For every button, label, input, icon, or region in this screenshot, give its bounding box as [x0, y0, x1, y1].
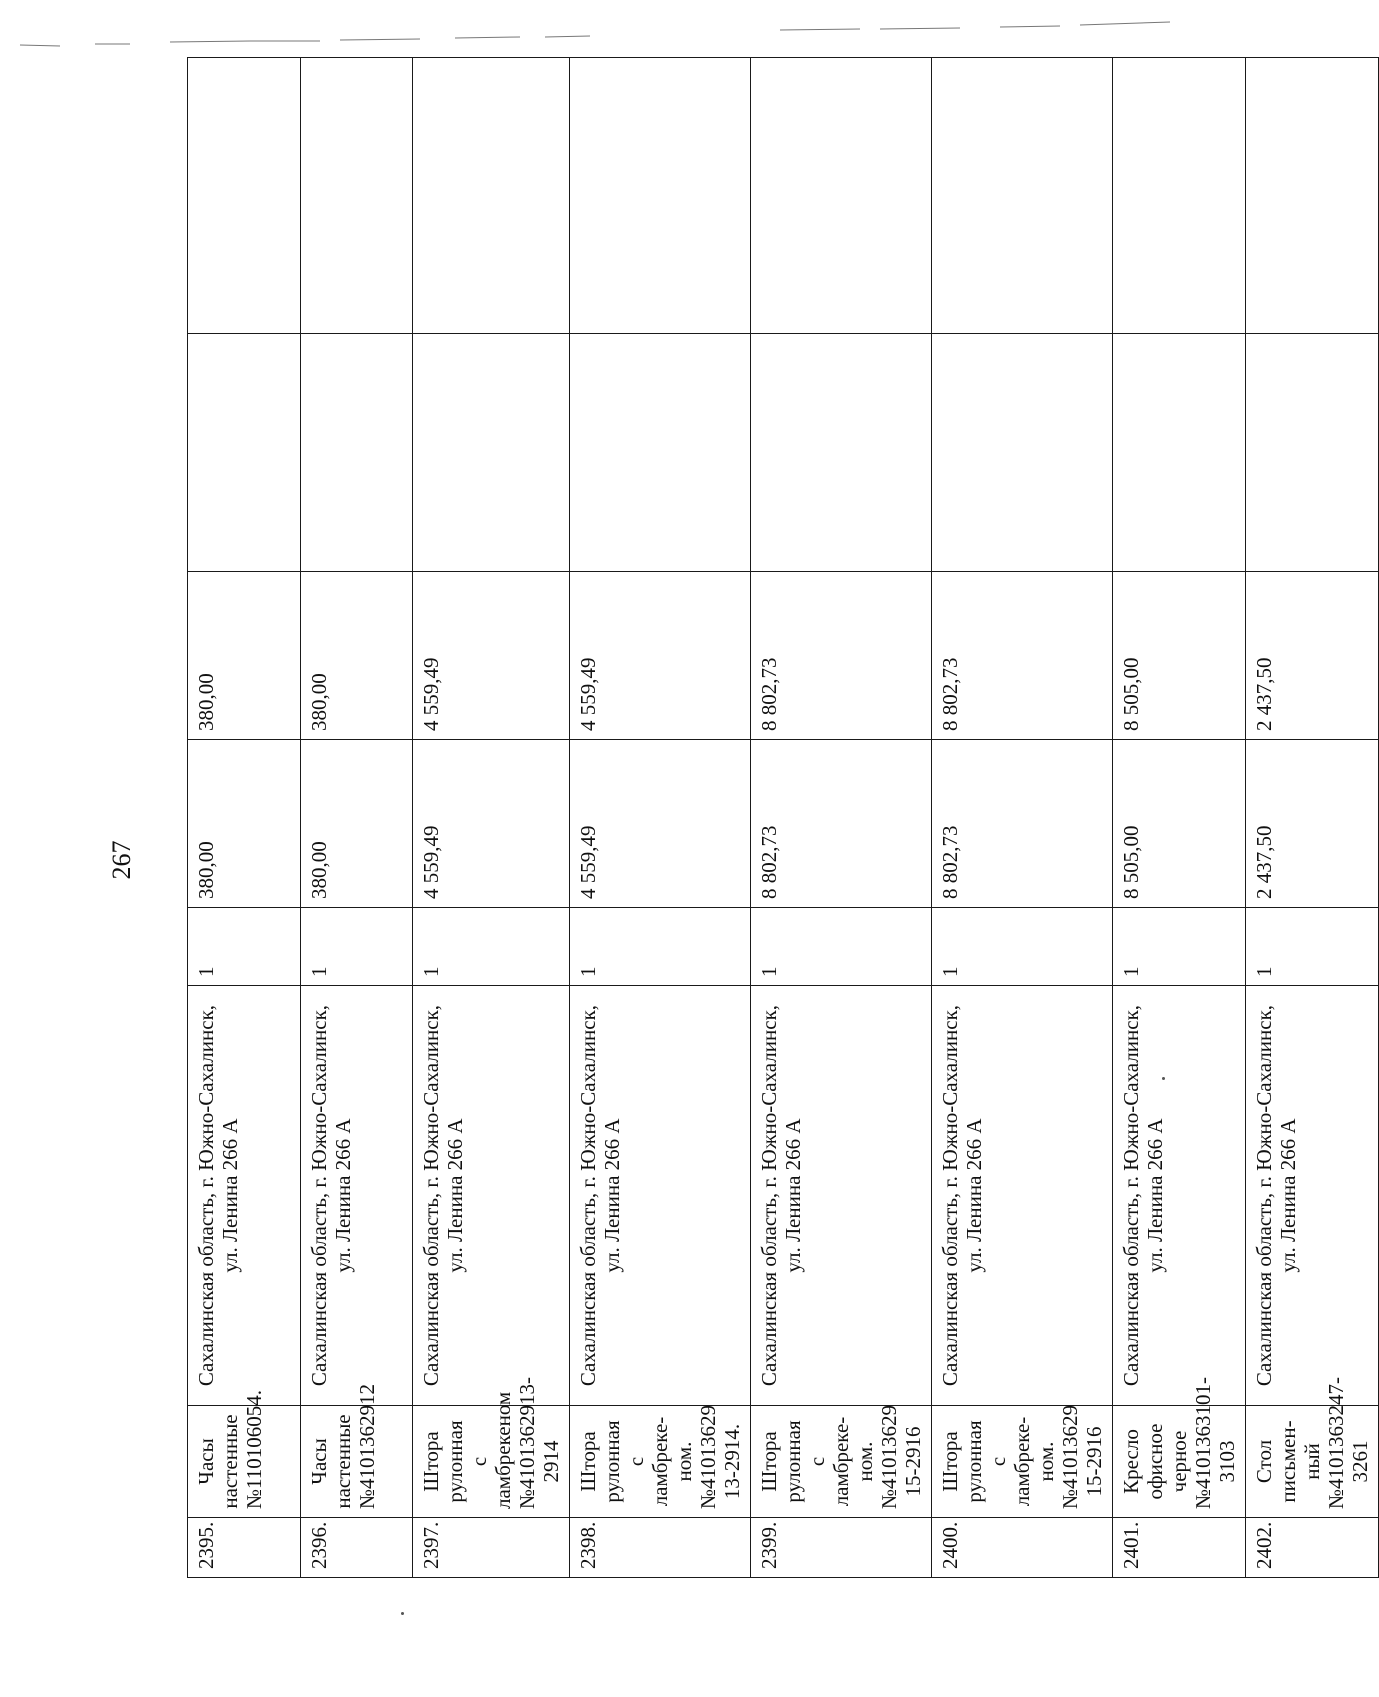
empty-cell [932, 58, 1113, 334]
book-value-cell: 4 559,49 [570, 740, 751, 908]
book-value-cell: 380,00 [300, 740, 413, 908]
table-row [188, 58, 301, 1578]
address-cell: Сахалинская область, г. Южно-Сахалинск, ул. Ленина 266 А [932, 986, 1113, 1406]
residual-value-cell: 8 505,00 [1113, 572, 1246, 740]
book-value-cell: 4 559,49 [413, 740, 570, 908]
residual-value-cell: 380,00 [300, 572, 413, 740]
row-number-cell: 2399. [751, 1518, 932, 1578]
residual-value-cell: 8 802,73 [751, 572, 932, 740]
address-cell: Сахалинская область, г. Южно-Сахалинск, ул. Ленина 266 А [1113, 986, 1246, 1406]
row-number-cell: 2398. [570, 1518, 751, 1578]
empty-cell [1113, 334, 1246, 572]
quantity-cell: 1 [188, 908, 301, 986]
scan-speck [401, 1612, 404, 1615]
table-row [751, 58, 932, 1578]
quantity-cell: 1 [1113, 908, 1246, 986]
row-number-cell: 2395. [188, 1518, 301, 1578]
empty-cell [570, 334, 751, 572]
empty-cell [1246, 58, 1379, 334]
residual-value-cell: 8 802,73 [932, 572, 1113, 740]
row-number-cell: 2401. [1113, 1518, 1246, 1578]
empty-cell [751, 334, 932, 572]
item-name-cell: Штора рулонная с ламбреке-ном.№41013629 15-2916 [932, 1406, 1113, 1518]
item-name-cell: Стол письмен-ный №4101363247-3261 [1246, 1406, 1379, 1518]
table-row [413, 58, 570, 1578]
table-row [1246, 58, 1379, 1578]
empty-cell [300, 58, 413, 334]
empty-cell [751, 58, 932, 334]
quantity-cell: 1 [932, 908, 1113, 986]
inventory-table-frame [187, 58, 1372, 1578]
item-name-cell: Штора рулонная с ламбреке-ном.№41013629 13-2914. [570, 1406, 751, 1518]
address-cell: Сахалинская область, г. Южно-Сахалинск, ул. Ленина 266 А [188, 986, 301, 1406]
book-value-cell: 2 437,50 [1246, 740, 1379, 908]
residual-value-cell: 4 559,49 [413, 572, 570, 740]
table-row [570, 58, 751, 1578]
page-number: 267 [107, 840, 136, 880]
item-name-cell: Часы настенные №110106054. [188, 1406, 301, 1518]
quantity-cell: 1 [300, 908, 413, 986]
empty-cell [188, 58, 301, 334]
book-value-cell: 380,00 [188, 740, 301, 908]
residual-value-cell: 4 559,49 [570, 572, 751, 740]
address-cell: Сахалинская область, г. Южно-Сахалинск, ул. Ленина 266 А [570, 986, 751, 1406]
item-name-cell: Кресло офисное черное №4101363101-3103 [1113, 1406, 1246, 1518]
empty-cell [1113, 58, 1246, 334]
item-name-cell: Штора рулонная с ламбреке-ном.№41013629 15-2916 [751, 1406, 932, 1518]
quantity-cell: 1 [413, 908, 570, 986]
scan-artifacts [0, 0, 1200, 60]
scan-speck [1162, 1077, 1165, 1080]
empty-cell [300, 334, 413, 572]
empty-cell [570, 58, 751, 334]
item-name-cell: Штора рулонная с ламбрекеном №4101362913-2914 [413, 1406, 570, 1518]
row-number-cell: 2397. [413, 1518, 570, 1578]
table-row [300, 58, 413, 1578]
book-value-cell: 8 505,00 [1113, 740, 1246, 908]
residual-value-cell: 2 437,50 [1246, 572, 1379, 740]
empty-cell [1246, 334, 1379, 572]
inventory-table [187, 57, 1379, 1578]
table-row [1113, 58, 1246, 1578]
quantity-cell: 1 [570, 908, 751, 986]
table-row [932, 58, 1113, 1578]
empty-cell [413, 334, 570, 572]
address-cell: Сахалинская область, г. Южно-Сахалинск, ул. Ленина 266 А [300, 986, 413, 1406]
residual-value-cell: 380,00 [188, 572, 301, 740]
item-name-cell: Часы настенные №4101362912 [300, 1406, 413, 1518]
table-body [188, 58, 1379, 1578]
address-cell: Сахалинская область, г. Южно-Сахалинск, ул. Ленина 266 А [751, 986, 932, 1406]
address-cell: Сахалинская область, г. Южно-Сахалинск, ул. Ленина 266 А [1246, 986, 1379, 1406]
book-value-cell: 8 802,73 [751, 740, 932, 908]
book-value-cell: 8 802,73 [932, 740, 1113, 908]
empty-cell [932, 334, 1113, 572]
empty-cell [188, 334, 301, 572]
row-number-cell: 2402. [1246, 1518, 1379, 1578]
empty-cell [413, 58, 570, 334]
quantity-cell: 1 [1246, 908, 1379, 986]
address-cell: Сахалинская область, г. Южно-Сахалинск, ул. Ленина 266 А [413, 986, 570, 1406]
quantity-cell: 1 [751, 908, 932, 986]
row-number-cell: 2396. [300, 1518, 413, 1578]
row-number-cell: 2400. [932, 1518, 1113, 1578]
